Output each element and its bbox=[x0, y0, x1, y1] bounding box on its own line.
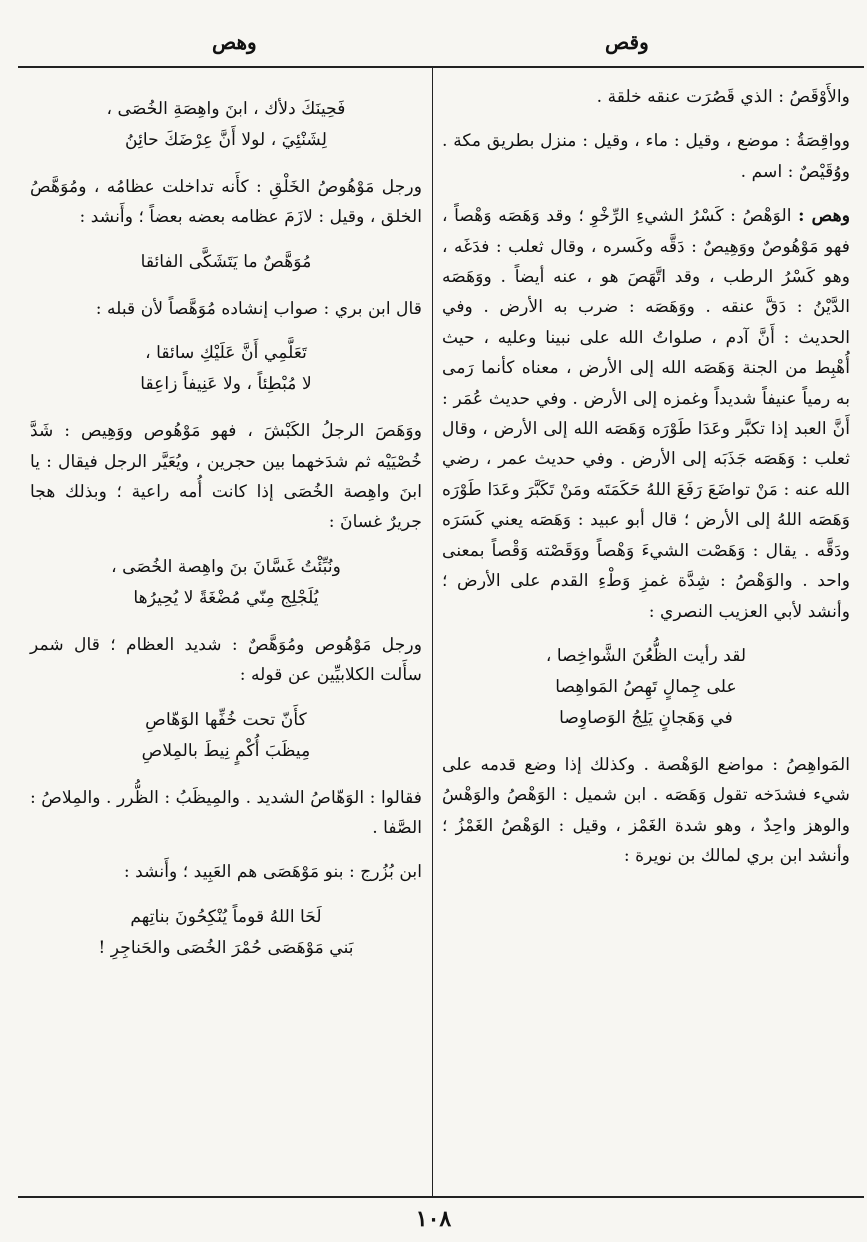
running-header-left: وهص bbox=[212, 30, 257, 54]
verse-line: ونُبِّئْتُ غَسَّانَ بنَ واهِصة الخُصَى ، bbox=[111, 556, 341, 577]
paragraph: وواقِصَةُ : موضع ، وقيل : ماء ، وقيل : منزل بطريق مكة . ووُقَيْصٌ : اسم . bbox=[442, 131, 850, 182]
poem-verse bbox=[442, 641, 850, 734]
paragraph: فقالوا : الوَهّاصُ الشديد . والمِيظَبُ : الظُّرر . والمِلاصُ : الصَّفا . bbox=[30, 787, 422, 839]
paragraph: ورجل مَوْهُوص ومُوَهَّصٌ : شديد العظام ؛ قال شمر سأَلت الكلابيِّين عن قوله : bbox=[30, 634, 422, 686]
verse-line: يُلَجْلِج مِنّي مُضْغَةً لا يُحِيرُها bbox=[133, 587, 319, 608]
page-number: ١٠٨ bbox=[415, 1206, 452, 1232]
paragraph: ابن بُزُرج : بنو مَوْهَصَى هم العَبِيد ؛ وأَنشد : bbox=[123, 862, 422, 883]
poem-verse bbox=[30, 338, 422, 400]
running-header-right: وقص bbox=[605, 30, 649, 54]
verse-line: فَحِينَكَ دلأك ، ابنَ واهِصَةِ الخُصَى ، bbox=[106, 99, 346, 119]
verse-line: كأَنّ تحت خُفِّها الوَهّاصِ bbox=[145, 709, 307, 730]
poem-verse bbox=[30, 94, 422, 156]
paragraph: المَواهِصُ : مواضع الوَهْصة . وكذلك إذا وضع قدمه على شيء فشدَخه تقول وَهَصَه . ابن شميل : الوَهْصُ والوَهْسُ والوهز واحِدٌ ، وهو شدة الغَمْز ، وقيل : الوَهْصُ الغَمْزُ ؛ وأنشد ابن بري لمالك بن نويرة : bbox=[442, 754, 850, 867]
paragraph: ووَهَصَ الرجلُ الكَبْشَ ، فهو مَوْهُوص ووَهِيص : شَدَّ خُصْيَيْه ثم شدَخهما بين حجرين ، ويُعَيَّر الرجل فيقال : يا ابنَ واهِصة الخُصَى إذا كانت أُمه راعية ؛ وبذلك هجا جريرٌ غسانَ : bbox=[30, 421, 422, 533]
verse-line: على جِمالٍ تَهِصُ المَواهِصا bbox=[555, 676, 737, 697]
column-divider bbox=[432, 68, 433, 1198]
verse-line: بَني مَوْهَصَى حُمْرَ الخُصَى والحَناجِرِ ! bbox=[98, 937, 354, 958]
entry-text: الوَهْصُ : كَسْرُ الشيءِ الرِّخْوِ ؛ وقد وَهَصَه وَهْصاً ، فهو مَوْهُوصٌ ووَهِيصٌ : دَقَّه وكَسره ، وقال ثعلب : فدَغَه ، وهو كَسْرُ الرطب ، وقد اتَّهَصَ هو ، عنه أيضاً . ووَهَصَه الدَّيْنُ : دَقَّ عنقه . ووَهَصَه : ضرب به الأرض . وفي الحديث : أَنَّ آدم ، صلواتُ الله على نبينا وعليه ، حيث أُهْبِط من الجنة وَهَصَه الله إلى الأرض ، معناه كأنما رَمى به رمياً عنيفاً شديداً وغمزه إلى الأرض . وفي حديث عُمَر : أَنَّ العبد إذا تكبَّر وعَدَا طَوْرَه وَهَصَه الله إلى الأرض ، وقال ثعلب : وَهَصَه جَذَبَه إلى الأرض . وفي حديث عمر ، رضي الله عنه : مَنْ تواضَعَ رَفَعَ اللهُ حَكَمَتَه ومَنْ تَكَبَّرَ وعَدَا طَوْرَه وَهَصَه اللهُ إلى الأرض ؛ قال أبو عبيد : وَهَصَه يعني كَسَرَه ودَقَّه . يقال : وَهَصْت الشيءَ وَهْصاً ووَقَصْته وَقْصاً بمعنى واحد . والوَهْصُ : شِدَّة غمزِ وَطْءِ القدم على الأرض ؛ وأنشد لأبي العزيب النصري : bbox=[442, 206, 850, 622]
poem-verse bbox=[30, 247, 422, 278]
paragraph: ورجل مَوْهُوصُ الخَلْقِ : كأَنه تداخلت عظامُه ، ومُوَهَّصُ الخلق ، وقيل : لازَمَ عظامه بعضه بعضاً ؛ وأَنشد : bbox=[30, 177, 422, 228]
verse-line: مِيظَبَ أُكْمٍ نِيطَ بالمِلاصِ bbox=[141, 740, 311, 761]
verse-line: تَعَلَّمِي أَنَّ عَلَيْكِ سائقا ، bbox=[145, 343, 307, 364]
verse-line: لِشَنْئِيَ ، لولا أَنَّ عِرْضَكَ حائِنُ bbox=[125, 130, 327, 150]
verse-line: لا مُبْطِئاً ، ولا عَنِيفاً زاعِقا bbox=[140, 374, 312, 395]
bottom-rule bbox=[18, 1196, 864, 1198]
left-column bbox=[30, 82, 422, 980]
top-rule bbox=[18, 66, 864, 68]
verse-line: لَحَا اللهُ قوماً يُنْكِحُونَ بناتِهم bbox=[130, 906, 322, 927]
verse-line: مُوَهَّصٌ ما يَتَشَكَّى الفائقا bbox=[140, 251, 312, 272]
entry-headword: وهص : bbox=[798, 206, 851, 227]
verse-line: في وَهَجانٍ يَلِجُ الوَصاوِصا bbox=[559, 707, 733, 728]
right-column bbox=[442, 82, 850, 886]
poem-verse bbox=[30, 552, 422, 614]
poem-verse bbox=[30, 902, 422, 964]
paragraph: والأَوْقَصُ : الذي قَصُرَت عنقه خلقة . bbox=[596, 87, 850, 107]
poem-verse bbox=[30, 705, 422, 767]
verse-line: لقد رأيت الظُّعُنَ الشَّواخِصا ، bbox=[545, 645, 747, 666]
entry-paragraph bbox=[442, 201, 850, 627]
paragraph: قال ابن بري : صواب إنشاده مُوَهَّصاً لأن قبله : bbox=[95, 298, 422, 319]
